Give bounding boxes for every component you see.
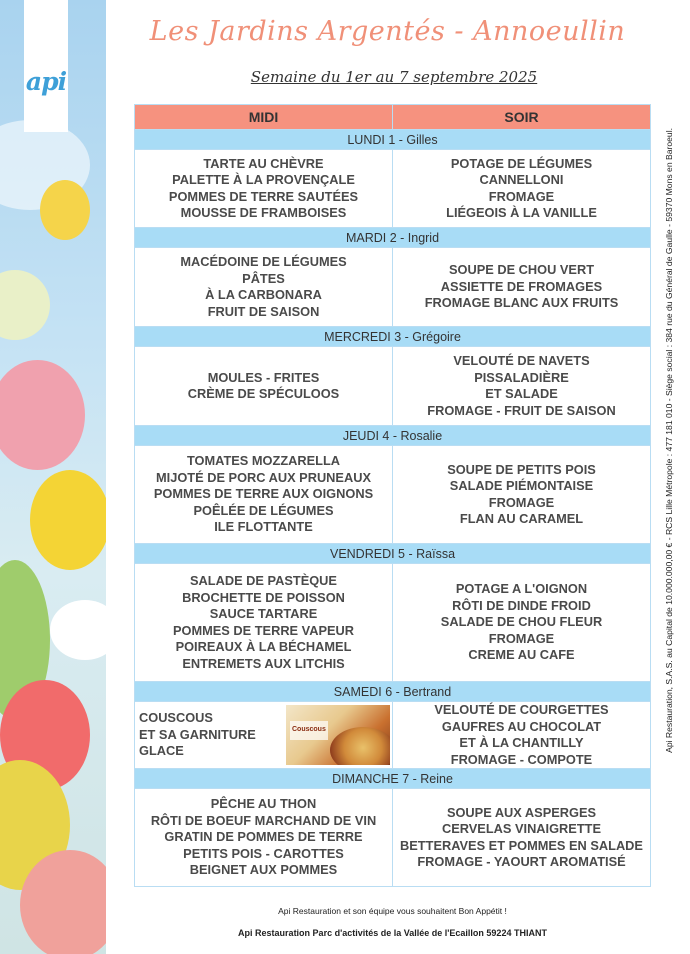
dish: MOULES - FRITES [207,369,320,385]
page-title: Les Jardins Argentés - Annoeullin [149,16,626,47]
dish: FROMAGE BLANC AUX FRUITS [424,295,619,311]
dish: TOMATES MOZZARELLA [186,453,341,469]
dish: FROMAGE [488,630,555,646]
day-header: MERCREDI 3 - Grégoire [135,327,651,347]
dish: RÔTI DE DINDE FROID [452,597,591,613]
day-header: VENDREDI 5 - Raïssa [135,544,651,564]
soir-menu [393,150,651,228]
dish: SALADE DE PASTÈQUE [190,573,337,588]
dish: ASSIETTE DE FROMAGES [440,278,603,294]
dish: BEIGNET AUX POMMES [189,862,338,878]
column-soir: SOIR [393,105,651,130]
dish: FROMAGE [488,188,555,204]
dish: GAUFRES AU CHOCOLAT [441,718,602,734]
dish: VELOUTÉ DE NAVETS [453,353,590,368]
couscous-image [286,705,390,765]
day-header: JEUDI 4 - Rosalie [135,426,651,446]
dish: À LA CARBONARA [205,287,322,302]
dish: POMMES DE TERRE AUX OIGNONS [153,486,374,502]
soir-menu [393,702,651,769]
midi-menu [135,248,393,327]
dish: BROCHETTE DE POISSON [182,589,345,605]
dish: PÂTES [242,270,285,286]
dish: POTAGE A L'OIGNON [455,581,588,597]
dish: ENTREMETS AUX LITCHIS [182,655,345,671]
midi-menu [135,789,393,887]
couscous-image-label: Couscous [290,721,328,740]
dish: POMMES DE TERRE VAPEUR [172,622,355,638]
dish: FRUIT DE SAISON [207,303,320,319]
column-midi: MIDI [135,105,393,130]
dish: PÊCHE AU THON [210,796,317,812]
dish: GRATIN DE POMMES DE TERRE [164,829,363,845]
dish: LIÉGEOIS À LA VANILLE [446,205,597,220]
dish: ET SA GARNITURE [139,726,256,742]
soir-menu [393,446,651,544]
api-logo [24,0,68,132]
dish: BETTERAVES ET POMMES EN SALADE [400,837,643,853]
dish: MACÉDOINE DE LÉGUMES [180,254,347,269]
dish: SOUPE DE PETITS POIS [447,461,596,477]
dish: POÊLÉE DE LÉGUMES [193,502,334,518]
dish: ILE FLOTTANTE [214,519,313,535]
dish: POMMES DE TERRE SAUTÉES [168,188,359,204]
dish: SOUPE AUX ASPERGES [446,804,597,820]
dish: POIREAUX À LA BÉCHAMEL [175,639,352,654]
dish: CANNELLONI [479,172,564,187]
dish: FLAN AU CARAMEL [459,511,584,526]
dish: MIJOTÉ DE PORC AUX PRUNEAUX [156,469,371,485]
midi-menu [135,702,393,769]
dish: FROMAGE - FRUIT DE SAISON [427,402,616,418]
midi-menu [135,446,393,544]
flower-decoration [0,0,106,954]
soir-menu [393,564,651,682]
dish: RÔTI DE BOEUF MARCHAND DE VIN [150,812,377,828]
footer-wish: Api Restauration et son équipe vous souhaitent Bon Appétit ! [278,906,507,916]
dish: FROMAGE - COMPOTE [450,751,593,767]
dish: FROMAGE [488,494,555,510]
dish: VELOUTÉ DE COURGETTES [434,702,609,717]
dish: SALADE DE CHOU FLEUR [440,614,603,630]
dish: GLACE [139,743,184,759]
day-header: LUNDI 1 - Gilles [135,130,651,150]
dish: MOUSSE DE FRAMBOISES [180,205,347,220]
legal-notice [655,60,683,820]
day-header: MARDI 2 - Ingrid [135,228,651,248]
dish: ET SALADE [485,386,558,401]
dish: SALADE PIÉMONTAISE [449,478,594,493]
midi-menu [135,150,393,228]
dish: PALETTE À LA PROVENÇALE [172,172,355,187]
dish: PETITS POIS - CAROTTES [183,845,344,861]
dish: CERVELAS VINAIGRETTE [441,821,602,836]
dish: SOUPE DE CHOU VERT [448,262,595,278]
dish: SAUCE TARTARE [209,606,318,621]
dish: CREME AU CAFE [468,647,575,663]
dish: POTAGE DE LÉGUMES [450,155,593,171]
dish: ET À LA CHANTILLY [459,735,584,750]
soir-menu [393,789,651,887]
menu-table [134,104,651,887]
day-header: DIMANCHE 7 - Reine [135,769,651,789]
dish: CRÈME DE SPÉCULOOS [187,386,340,401]
dish: PISSALADIÈRE [474,369,569,385]
soir-menu [393,347,651,426]
midi-menu [135,347,393,426]
footer-address: Api Restauration Parc d'activités de la Vallée de l'Ecaillon 59224 THIANT [238,928,547,938]
logo-text: api [25,67,67,96]
dish: FROMAGE - YAOURT AROMATISÉ [417,854,626,869]
day-header: SAMEDI 6 - Bertrand [135,682,651,702]
header-row [135,105,651,130]
midi-menu [135,564,393,682]
soir-menu [393,248,651,327]
week-subtitle: Semaine du 1er au 7 septembre 2025 [250,68,538,86]
dish: COUSCOUS [139,710,213,726]
dish: TARTE AU CHÈVRE [203,155,324,171]
legal-notice-text: Api Restauration, S.A.S. au Capital de 10.000.000,00 € - RCS Lille Métropole : 477 181 010 - Siège social : 384 rue du Général de Gaulle - 59370 Mons en Baroeul. [664,127,674,753]
